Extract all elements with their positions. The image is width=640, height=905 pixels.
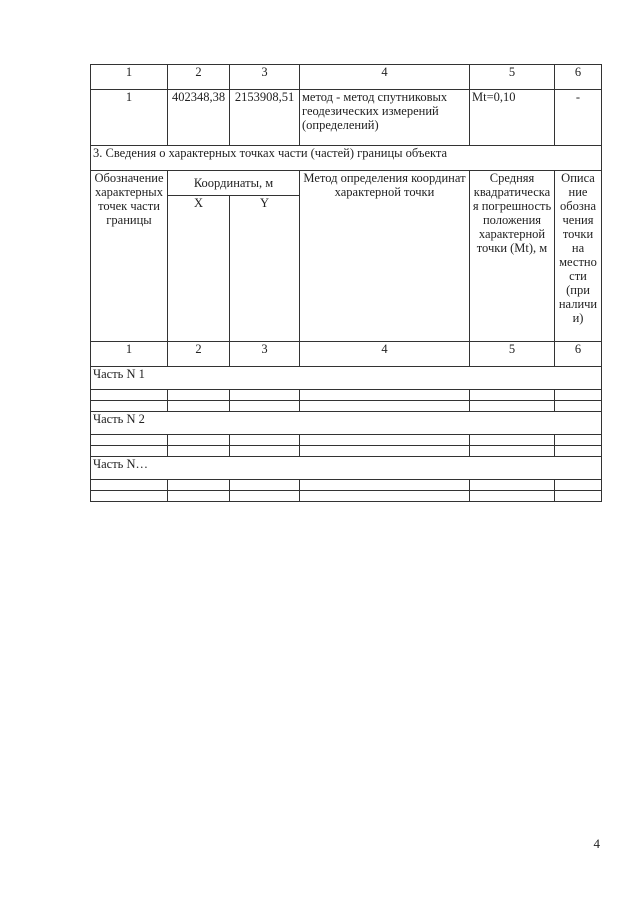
x-coordinate: 402348,38 bbox=[168, 90, 230, 146]
empty-row bbox=[91, 435, 602, 446]
section-title: 3. Сведения о характерных точках части (частей) границы объекта bbox=[91, 146, 602, 171]
table-row bbox=[91, 90, 602, 146]
page-number: 4 bbox=[593, 836, 600, 851]
col-num: 1 bbox=[91, 65, 168, 90]
mt-header: Средняя квадратическа я погрешность положения характерной точки (Mt), м bbox=[470, 171, 555, 342]
method-cell: метод - метод спутниковых геодезических измерений (определений) bbox=[300, 90, 470, 146]
empty-row bbox=[91, 491, 602, 502]
col-num: 4 bbox=[300, 65, 470, 90]
x-header: X bbox=[168, 196, 230, 342]
point-number: 1 bbox=[91, 90, 168, 146]
boundary-points-table bbox=[90, 64, 602, 502]
part-row bbox=[91, 412, 602, 435]
empty-row bbox=[91, 446, 602, 457]
coords-header: Координаты, м bbox=[168, 171, 300, 196]
col-num: 4 bbox=[300, 342, 470, 367]
description-cell: - bbox=[555, 90, 602, 146]
header-row bbox=[91, 171, 602, 196]
method-header: Метод определения координат характерной точки bbox=[300, 171, 470, 342]
part-row bbox=[91, 457, 602, 480]
mt-cell: Mt=0,10 bbox=[470, 90, 555, 146]
section-title-row bbox=[91, 146, 602, 171]
empty-row bbox=[91, 480, 602, 491]
part-label: Часть N… bbox=[91, 457, 602, 480]
empty-row bbox=[91, 401, 602, 412]
description-header: Описа ние обозна чения точки на местно сти (при наличи и) bbox=[555, 171, 602, 342]
col-num: 5 bbox=[470, 65, 555, 90]
part-row bbox=[91, 367, 602, 390]
col-num: 6 bbox=[555, 65, 602, 90]
part-label: Часть N 1 bbox=[91, 367, 602, 390]
designation-header: Обозначение характерных точек части границы bbox=[91, 171, 168, 342]
top-column-numbers-row bbox=[91, 65, 602, 90]
column-numbers-row bbox=[91, 342, 602, 367]
y-header: Y bbox=[230, 196, 300, 342]
col-num: 1 bbox=[91, 342, 168, 367]
part-label: Часть N 2 bbox=[91, 412, 602, 435]
col-num: 2 bbox=[168, 342, 230, 367]
col-num: 6 bbox=[555, 342, 602, 367]
col-num: 5 bbox=[470, 342, 555, 367]
y-coordinate: 2153908,51 bbox=[230, 90, 300, 146]
empty-row bbox=[91, 390, 602, 401]
col-num: 2 bbox=[168, 65, 230, 90]
col-num: 3 bbox=[230, 342, 300, 367]
col-num: 3 bbox=[230, 65, 300, 90]
